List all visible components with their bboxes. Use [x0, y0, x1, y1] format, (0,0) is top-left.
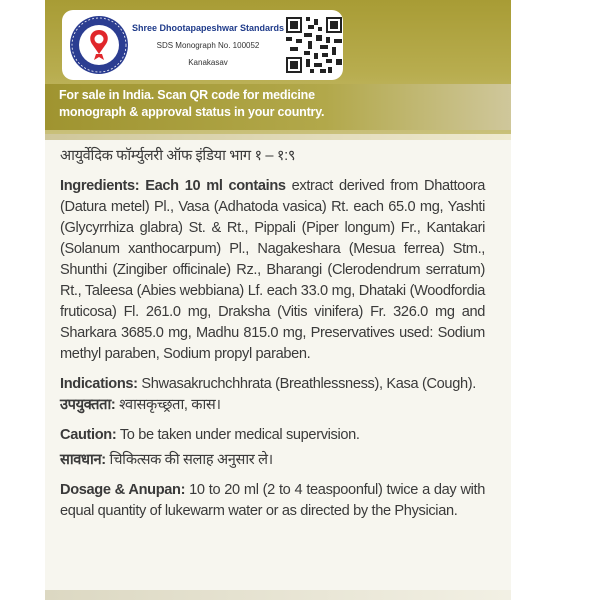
ingredients-label: Ingredients: Each 10 ml contains [60, 178, 286, 194]
header-divider [45, 134, 511, 140]
caution-label: Caution: [60, 427, 117, 443]
product-label [45, 0, 511, 600]
savdhan-section [60, 450, 485, 471]
monograph-number: SDS Monograph No. 100052 [156, 41, 260, 50]
formulary-reference: आयुर्वेदिक फॉर्म्युलरी ऑफ इंडिया भाग १ – १:९ [60, 148, 296, 164]
sale-note [59, 87, 499, 121]
upayuktata-label: उपयुक्तता: [60, 397, 116, 413]
sale-note-line-2: monograph & approval status in your country. [59, 105, 325, 119]
ingredients-section [60, 176, 485, 365]
standards-badge [62, 10, 343, 80]
upayuktata-text: श्वासकृच्छ्रता, कास। [115, 397, 221, 413]
caution-text: To be taken under medical supervision. [116, 427, 360, 443]
upayuktata-section [60, 395, 485, 416]
savdhan-text: चिकित्सक की सलाह अनुसार ले। [105, 452, 273, 468]
standards-title: Shree Dhootapapeshwar Standards [131, 23, 285, 33]
dosage-section [60, 480, 485, 522]
indications-text: Shwasakruchchhrata (Breathlessness), Kasa (Cough). [137, 376, 476, 392]
dosage-label: Dosage & Anupan: [60, 482, 186, 498]
caution-section [60, 425, 485, 446]
certification-seal-icon [68, 14, 130, 76]
savdhan-label: सावधान: [60, 452, 106, 468]
label-content [60, 146, 485, 531]
label-header [45, 0, 511, 134]
ingredients-text: extract derived from Dhattoora (Datura metel) Pl., Vasa (Adhatoda vasica) Rt. each 65.0 mg, Yashti (Glycyrrhiza glabra) St. & Rt., Pippali (Piper longum) Fr., Kantakari (Solanum xanthocarpum) Pl., Nagakeshara (Mesua ferrea) Stm., Shunthi (Zingiber officinale) Rz., Bharangi (Clerodendrum serratum) Rt., Taleesa (Abies webbiana) Lf. each 33.0 mg, Dhataki (Woodfordia fruticosa) Fl. 261.0 mg, Draksha (Vitis vinifera) Fr. 326.0 mg and Sharkara 3685.0 mg, Madhu 815.0 mg, Preservatives used: Sodium methyl paraben, Sodium propyl paraben. [60, 178, 485, 362]
bottom-bar [45, 590, 511, 600]
indications-label: Indications: [60, 376, 138, 392]
qr-code-icon[interactable] [286, 17, 342, 73]
indications-section [60, 374, 485, 395]
product-code: Kanakasav [188, 58, 228, 67]
dosage-text: 10 to 20 ml (2 to 4 teaspoonful) twice a day with equal quantity of lukewarm water or as directed by the Physician. [60, 482, 485, 519]
sale-note-line-1: For sale in India. Scan QR code for medicine [59, 88, 315, 102]
